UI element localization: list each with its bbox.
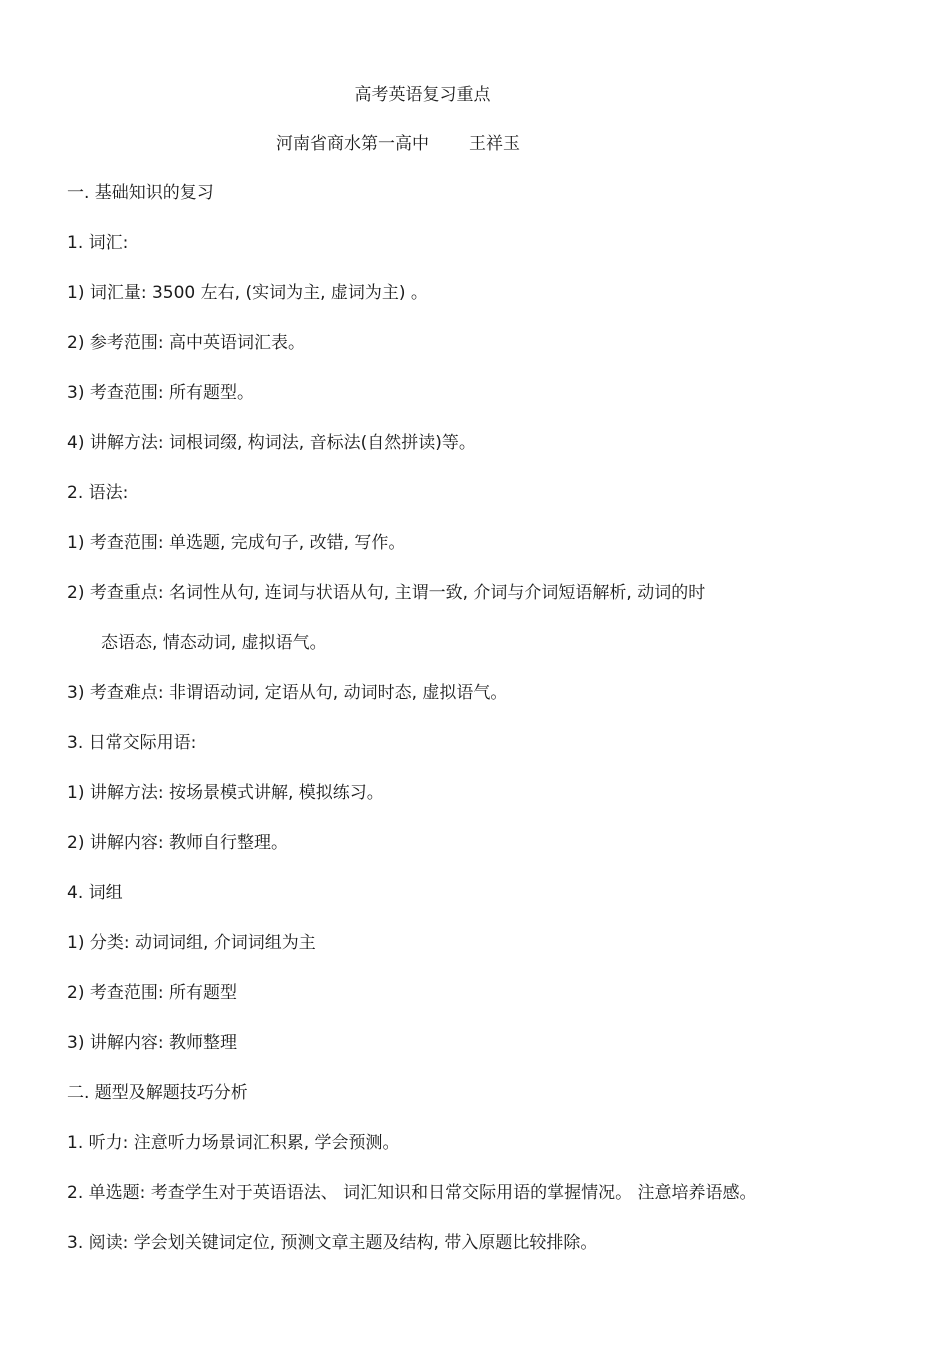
list-item: 1) 分类: 动词词组, 介词词组为主 (67, 933, 316, 953)
section-heading: 二. 题型及解题技巧分析 (67, 1083, 248, 1103)
list-item: 2) 讲解内容: 教师自行整理。 (67, 833, 288, 853)
list-item: 3) 考查范围: 所有题型。 (67, 383, 254, 403)
school-name: 河南省商水第一高中 (276, 134, 429, 154)
list-item: 4) 讲解方法: 词根词缀, 构词法, 音标法(自然拼读)等。 (67, 433, 476, 453)
list-item: 1. 听力: 注意听力场景词汇积累, 学会预测。 (67, 1133, 400, 1153)
list-item: 1) 讲解方法: 按场景模式讲解, 模拟练习。 (67, 783, 384, 803)
list-item: 2. 单选题: 考查学生对于英语语法、 词汇知识和日常交际用语的掌握情况。 注意培养语感。 (67, 1183, 757, 1203)
subsection-heading: 4. 词组 (67, 883, 123, 903)
author-name: 王祥玉 (469, 134, 520, 154)
subsection-heading: 1. 词汇: (67, 233, 129, 253)
list-item: 2) 考查重点: 名词性从句, 连词与状语从句, 主谓一致, 介词与介词短语解析, 动词的时 (67, 583, 706, 603)
list-item-continuation: 态语态, 情态动词, 虚拟语气。 (101, 633, 327, 653)
list-item: 3. 阅读: 学会划关键词定位, 预测文章主题及结构, 带入原题比较排除。 (67, 1233, 598, 1253)
list-item: 3) 考查难点: 非谓语动词, 定语从句, 动词时态, 虚拟语气。 (67, 683, 508, 703)
subsection-heading: 2. 语法: (67, 483, 129, 503)
document-title: 高考英语复习重点 (354, 85, 491, 105)
subsection-heading: 3. 日常交际用语: (67, 733, 197, 753)
list-item: 1) 考查范围: 单选题, 完成句子, 改错, 写作。 (67, 533, 406, 553)
document-subtitle (276, 132, 520, 156)
list-item: 2) 参考范围: 高中英语词汇表。 (67, 333, 305, 353)
list-item: 1) 词汇量: 3500 左右, (实词为主, 虚词为主) 。 (67, 283, 428, 303)
list-item: 2) 考查范围: 所有题型 (67, 983, 237, 1003)
section-heading: 一. 基础知识的复习 (67, 183, 214, 203)
list-item: 3) 讲解内容: 教师整理 (67, 1033, 237, 1053)
